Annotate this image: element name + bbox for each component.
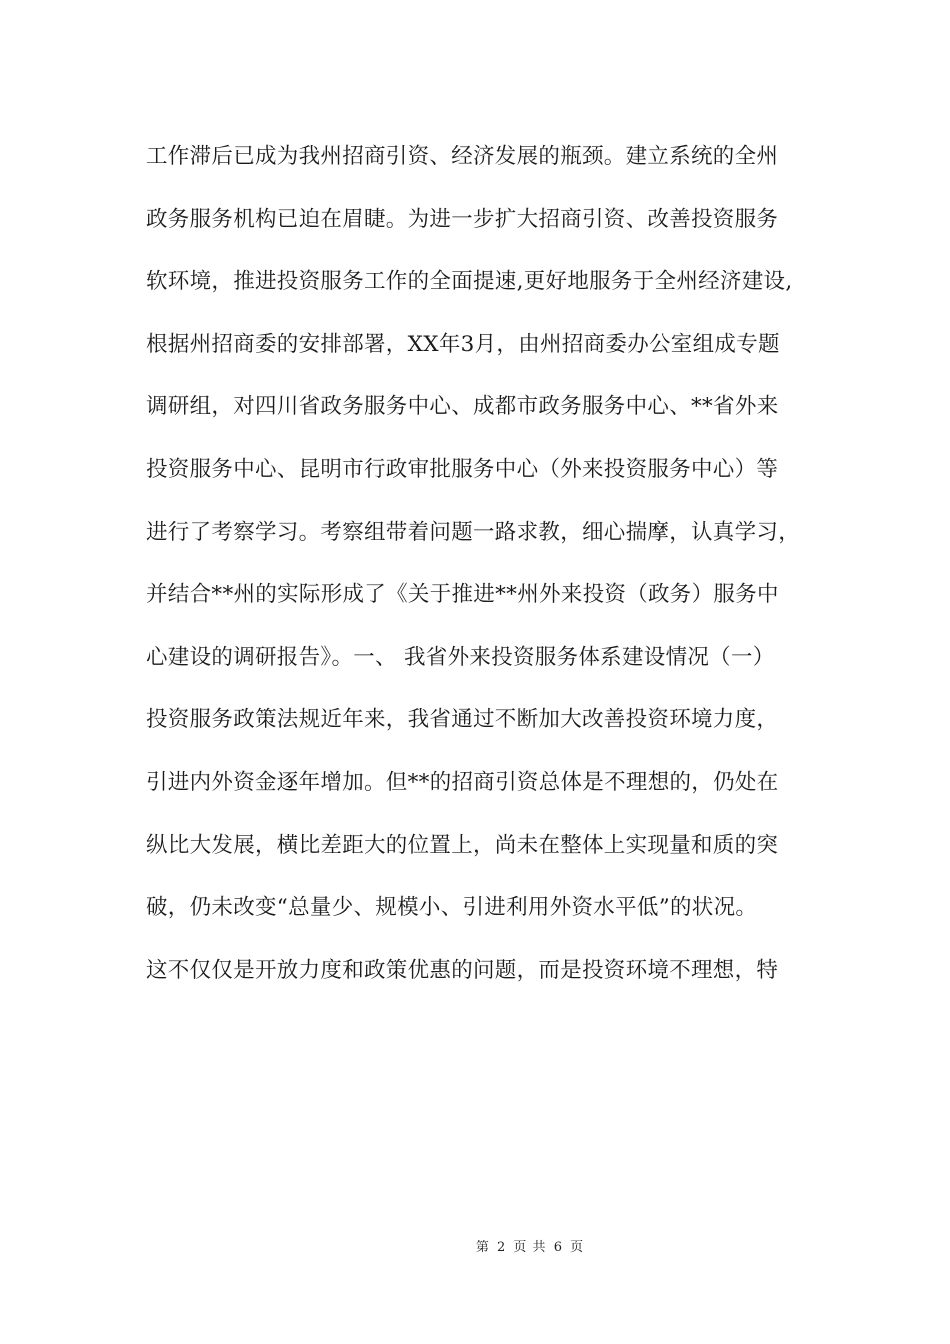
footer-middle: 页 共 (513, 1240, 547, 1255)
text-line-13: 破，仍未改变“总量少、规模小、引进利用外资水平低”的状况。 (146, 895, 758, 921)
text-line-6: 投资服务中心、昆明市行政审批服务中心（外来投资服务中心）等 (146, 456, 779, 482)
text-line-12: 纵比大发展，横比差距大的位置上，尚未在整体上实现量和质的突 (146, 832, 779, 858)
text-line-4: 根据州招商委的安排部署，XX年3月，由州招商委办公室组成专题 (146, 331, 780, 357)
text-line-7: 进行了考察学习。考察组带着问题一路求教，细心揣摩，认真学习， (146, 519, 801, 545)
text-line-9: 心建设的调研报告》。一、 我省外来投资服务体系建设情况（一） (146, 644, 775, 670)
footer-suffix: 页 (570, 1240, 585, 1255)
footer-total-pages: 6 (553, 1240, 563, 1255)
text-line-2: 政务服务机构已迫在眉睫。为进一步扩大招商引资、改善投资服务 (146, 206, 779, 232)
text-line-10: 投资服务政策法规近年来，我省通过不断加大改善投资环境力度， (146, 707, 779, 733)
text-line-1: 工作滞后已成为我州招商引资、经济发展的瓶颈。建立系统的全州 (146, 144, 779, 169)
text-line-3: 软环境，推进投资服务工作的全面提速,更好地服务于全州经济建设, (146, 269, 793, 295)
footer-current-page: 2 (497, 1240, 507, 1255)
page-footer (0, 1236, 950, 1255)
footer-prefix: 第 (475, 1240, 490, 1255)
text-line-5: 调研组，对四川省政务服务中心、成都市政务服务中心、**省外来 (146, 394, 779, 420)
text-line-11: 引进内外资金逐年增加。但**的招商引资总体是不理想的，仍处在 (146, 769, 779, 795)
body-text (146, 137, 826, 1013)
text-line-14: 这不仅仅是开放力度和政策优惠的问题，而是投资环境不理想，特 (146, 957, 779, 983)
text-line-8: 并结合**州的实际形成了《关于推进**州外来投资（政务）服务中 (146, 582, 779, 608)
